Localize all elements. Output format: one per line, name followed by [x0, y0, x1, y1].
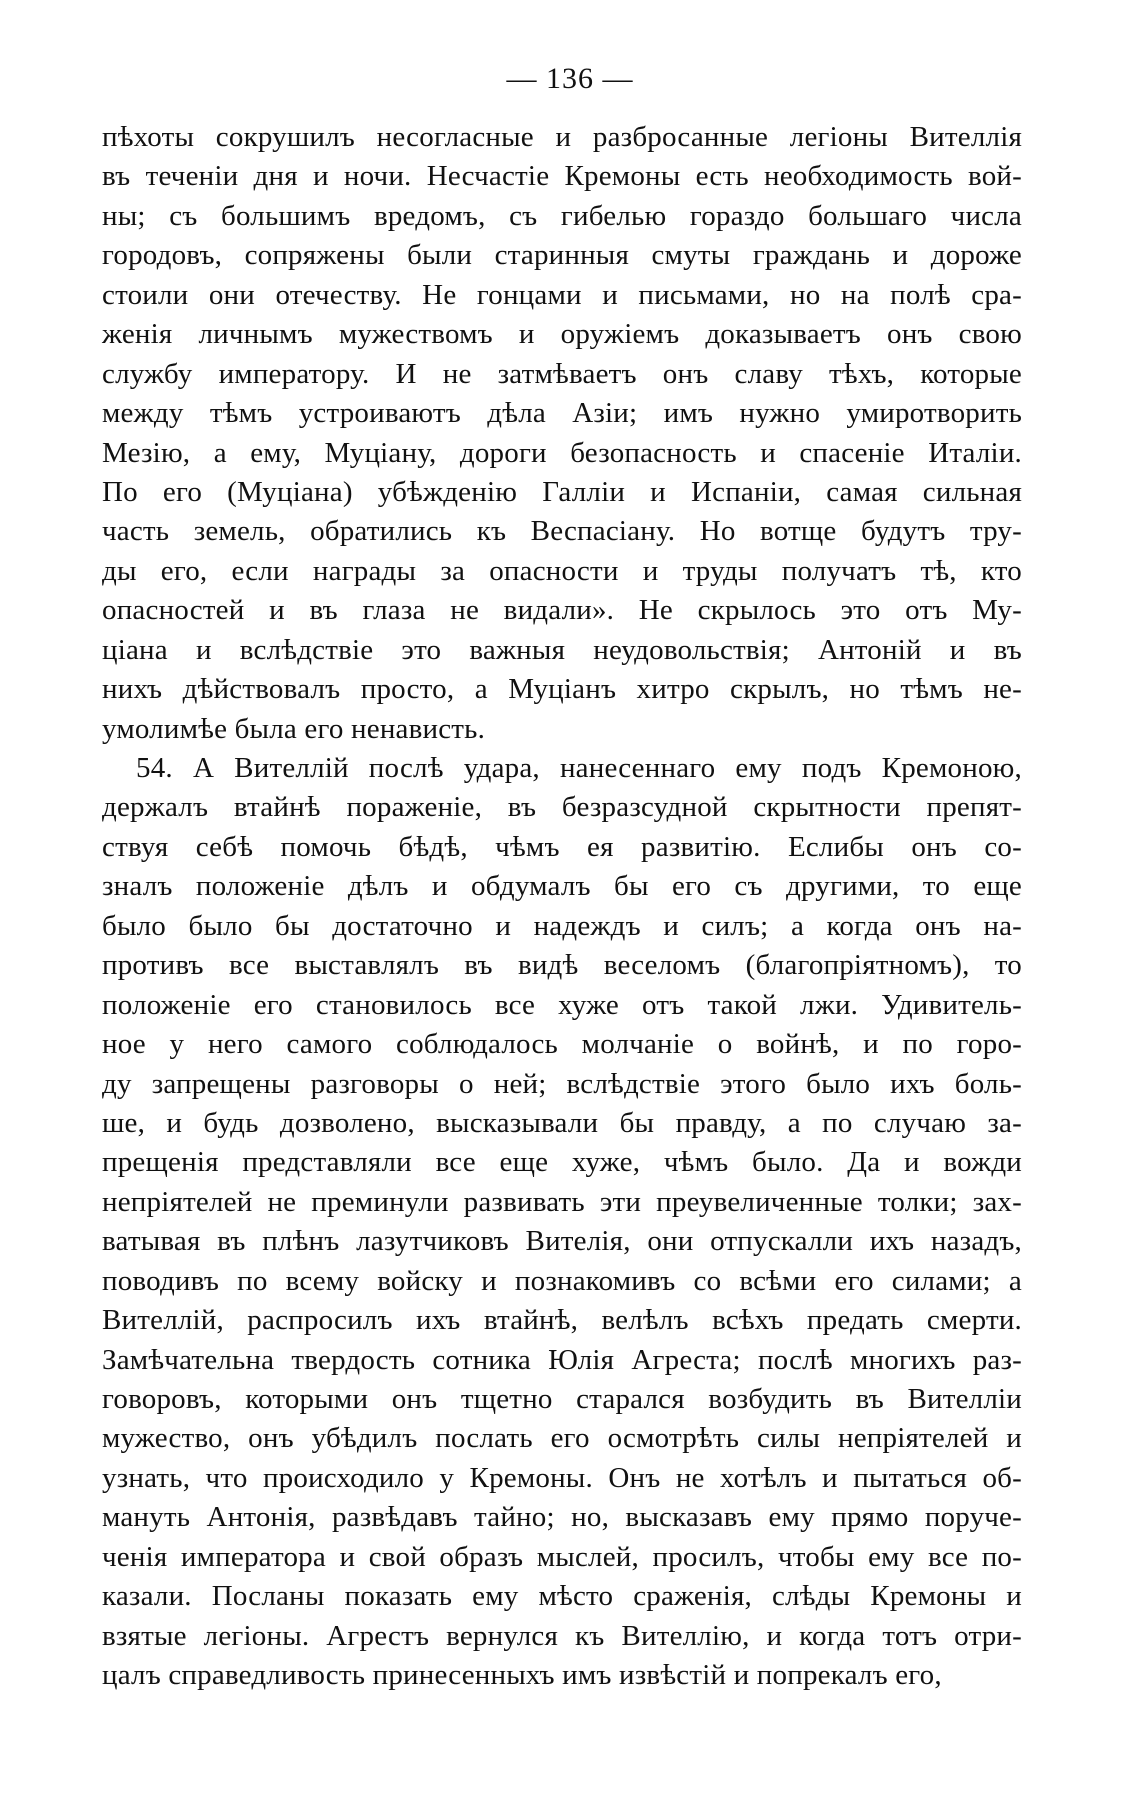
text-line: ды его, если награды за опасности и труды получатъ тѣ, кто	[102, 554, 1022, 587]
text-line: службу императору. И не затмѣваетъ онъ славу тѣхъ, которые	[102, 357, 1022, 390]
text-line: Вителлій, распросилъ ихъ втайнѣ, велѣлъ всѣхъ предать смерти.	[102, 1304, 1022, 1337]
text-line: держалъ втайнѣ пораженіе, въ безразсудной скрытности препят-	[102, 791, 1022, 824]
text-line: въ теченіи дня и ночи. Несчастіе Кремоны есть необходимость вой-	[102, 160, 1022, 193]
text-line: взятые легіоны. Агрестъ вернулся къ Вителлію, и когда тотъ отри-	[102, 1619, 1022, 1652]
text-line: ватывая въ плѣнъ лазутчиковъ Вителія, они отпускалли ихъ назадъ,	[102, 1225, 1022, 1258]
text-line: ченія императора и свой образъ мыслей, просилъ, чтобы ему все по-	[102, 1540, 1022, 1573]
body-text	[102, 118, 1022, 1696]
text-line: опасностей и въ глаза не видали». Не скрылось это отъ Му-	[102, 594, 1022, 627]
text-line: городовъ, сопряжены были старинныя смуты граждань и дороже	[102, 239, 1022, 272]
page-number: — 136 —	[506, 62, 634, 95]
text-line: положеніе его становилось все хуже отъ такой лжи. Удивитель-	[102, 988, 1022, 1021]
text-line: пѣхоты сокрушилъ несогласные и разбросанные легіоны Вителлія	[102, 121, 1022, 153]
text-line: мужество, онъ убѣдилъ послать его осмотрѣть силы непріятелей и	[102, 1422, 1022, 1455]
text-line: говоровъ, которыми онъ тщетно старался возбудить въ Вителліи	[102, 1383, 1022, 1415]
text-line: умолимѣе была его ненависть.	[102, 712, 486, 745]
text-line: ное у него самого соблюдалось молчаніе о войнѣ, и по горо-	[102, 1028, 1022, 1061]
text-line: прещенія представляли все еще хуже, чѣмъ было. Да и вожди	[102, 1146, 1022, 1179]
text-line: зналъ положеніе дѣлъ и обдумалъ бы его съ другими, то еще	[102, 870, 1022, 903]
text-line: казали. Посланы показать ему мѣсто сраженія, слѣды Кремоны и	[102, 1580, 1022, 1613]
text-line: ны; съ большимъ вредомъ, съ гибелью гораздо большаго числа	[102, 199, 1022, 232]
text-line: ціана и вслѣдствіе это важныя неудовольствія; Антоній и въ	[102, 633, 1022, 666]
text-line: непріятелей не преминули развивать эти преувеличенные толки; зах-	[102, 1185, 1022, 1218]
text-line: нихъ дѣйствовалъ просто, а Муціанъ хитро скрылъ, но тѣмъ не-	[102, 673, 1022, 706]
text-line: между тѣмъ устроиваютъ дѣла Азіи; имъ нужно умиротворить	[102, 397, 1022, 430]
text-line: женія личнымъ мужествомъ и оружіемъ доказываетъ онъ свою	[102, 318, 1022, 351]
text-line: 54. А Вителлій послѣ удара, нанесеннаго ему подъ Кремоною,	[136, 752, 1022, 784]
text-line: цалъ справедливость принесенныхъ имъ извѣстій и попрекалъ его,	[102, 1659, 942, 1692]
text-line: мануть Антонія, развѣдавъ тайно; но, высказавъ ему прямо поруче-	[102, 1501, 1022, 1534]
text-line: ствуя себѣ помочь бѣдѣ, чѣмъ ея развитію. Еслибы онъ со-	[102, 830, 1022, 863]
text-line: противъ все выставлялъ въ видѣ веселомъ (благопріятномъ), то	[102, 949, 1022, 982]
text-line: Мезію, а ему, Муціану, дороги безопасность и спасеніе Италіи.	[102, 436, 1022, 469]
text-line: было было бы достаточно и надеждъ и силъ; а когда онъ на-	[102, 909, 1022, 942]
text-line: стоили они отечеству. Не гонцами и письмами, но на полѣ сра-	[102, 278, 1022, 311]
text-line: поводивъ по всему войску и познакомивъ со всѣми его силами; а	[102, 1264, 1022, 1297]
text-line: ше, и будь дозволено, высказывали бы правду, а по случаю за-	[102, 1106, 1022, 1139]
text-line: ду запрещены разговоры о ней; вслѣдствіе этого было ихъ боль-	[102, 1067, 1022, 1100]
text-line: узнать, что происходило у Кремоны. Онъ не хотѣлъ и пытаться об-	[102, 1461, 1022, 1494]
text-line: По его (Муціана) убѣжденію Галліи и Испаніи, самая сильная	[102, 475, 1022, 508]
text-line: Замѣчательна твердость сотника Юлія Агреста; послѣ многихъ раз-	[102, 1343, 1022, 1376]
text-line: часть земель, обратились къ Веспасіану. Но вотще будутъ тру-	[102, 515, 1022, 548]
